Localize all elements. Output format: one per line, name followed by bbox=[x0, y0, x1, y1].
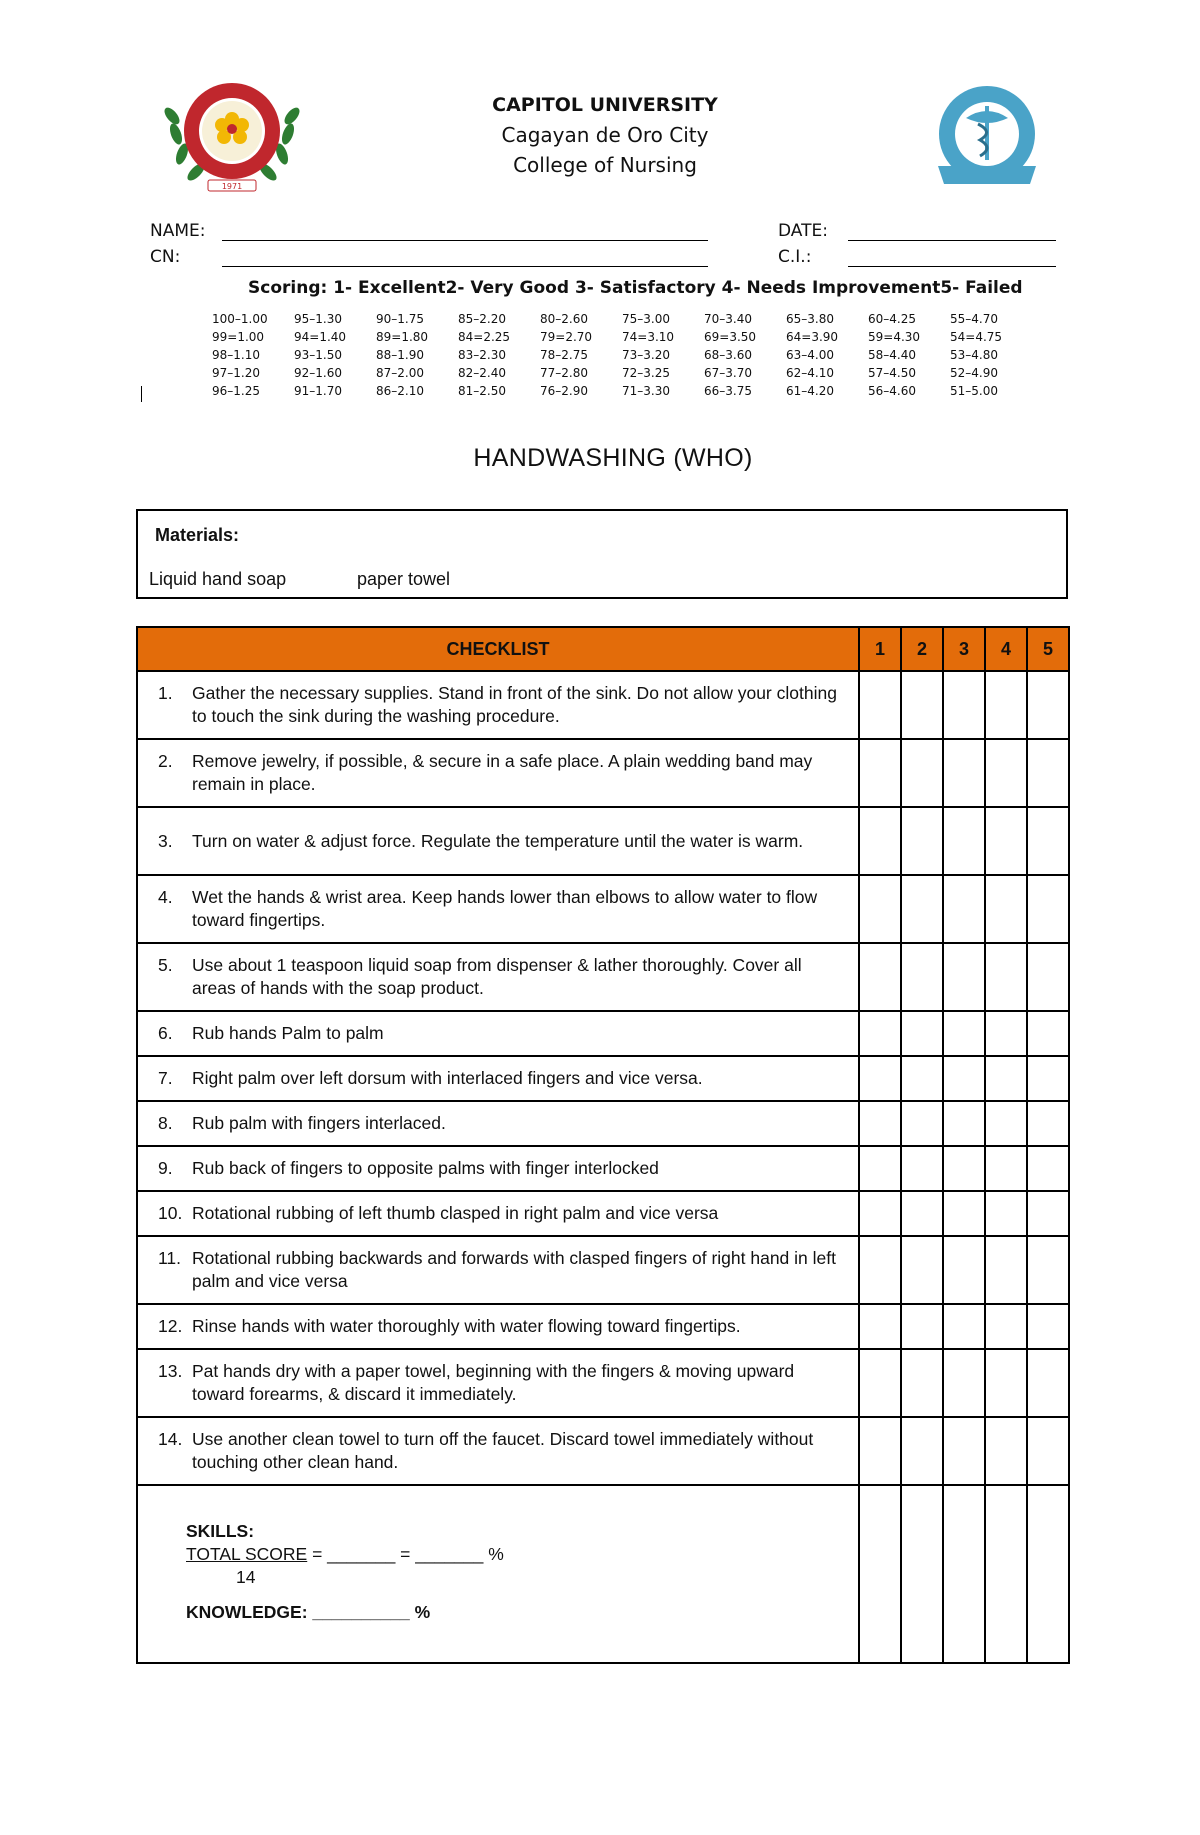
checklist-body bbox=[137, 671, 1069, 1663]
step-cell bbox=[137, 1417, 859, 1485]
step-number: 3. bbox=[158, 830, 173, 851]
score-cell-5[interactable] bbox=[1027, 1011, 1069, 1056]
step-text: Use another clean towel to turn off the faucet. Discard towel immediately without touching other clean hand. bbox=[192, 1429, 814, 1472]
score-cell-3[interactable] bbox=[943, 739, 985, 807]
total-score-label: TOTAL SCORE bbox=[186, 1544, 308, 1564]
score-column-5: 5 bbox=[1027, 627, 1069, 671]
checklist-row bbox=[137, 875, 1069, 943]
scale-cell: 89=1.80 bbox=[376, 330, 429, 344]
score-cell-1[interactable] bbox=[859, 875, 901, 943]
step-text: Wet the hands & wrist area. Keep hands lower than elbows to allow water to flow toward fingertips. bbox=[192, 887, 818, 930]
score-cell-5[interactable] bbox=[1027, 943, 1069, 1011]
step-text: Rub palm with fingers interlaced. bbox=[192, 1113, 446, 1133]
score-cell-5[interactable] bbox=[1027, 807, 1069, 875]
score-cell-1[interactable] bbox=[859, 1417, 901, 1485]
step-number: 12. bbox=[158, 1316, 183, 1336]
score-cell-2[interactable] bbox=[901, 1011, 943, 1056]
step-cell bbox=[137, 1101, 859, 1146]
total-score-blanks[interactable]: = _______ = _______ % bbox=[307, 1544, 504, 1564]
scale-cell: 78–2.75 bbox=[540, 348, 588, 362]
university-name: CAPITOL UNIVERSITY bbox=[492, 94, 718, 116]
scale-cell: 80–2.60 bbox=[540, 312, 588, 326]
step-text: Rinse hands with water thoroughly with water flowing toward fingertips. bbox=[192, 1316, 741, 1336]
score-cell-3[interactable] bbox=[943, 1191, 985, 1236]
step-content bbox=[158, 1247, 846, 1293]
score-cell-3[interactable] bbox=[943, 1056, 985, 1101]
ci-field[interactable] bbox=[848, 266, 1056, 267]
scale-cell: 75–3.00 bbox=[622, 312, 670, 326]
step-cell bbox=[137, 671, 859, 739]
score-cell-2[interactable] bbox=[901, 671, 943, 739]
college-name: College of Nursing bbox=[513, 153, 697, 177]
nursing-seal-logo bbox=[928, 84, 1046, 190]
university-seal-logo bbox=[162, 76, 302, 194]
text-cursor-mark bbox=[141, 386, 142, 402]
score-cell-2[interactable] bbox=[901, 1349, 943, 1417]
score-cell-1[interactable] bbox=[859, 1146, 901, 1191]
step-content bbox=[158, 1067, 846, 1090]
score-cell-4[interactable] bbox=[985, 1146, 1027, 1191]
score-column-3: 3 bbox=[943, 627, 985, 671]
score-cell-3[interactable] bbox=[943, 875, 985, 943]
name-label: NAME: bbox=[150, 221, 206, 241]
score-cell-5[interactable] bbox=[1027, 739, 1069, 807]
checklist-row bbox=[137, 1236, 1069, 1304]
scale-cell: 58–4.40 bbox=[868, 348, 916, 362]
step-content bbox=[158, 1315, 846, 1338]
city-name: Cagayan de Oro City bbox=[501, 123, 709, 147]
step-content bbox=[158, 1428, 846, 1474]
scale-cell: 100–1.00 bbox=[212, 312, 268, 326]
step-content bbox=[158, 1157, 846, 1180]
ci-label: C.I.: bbox=[778, 247, 812, 267]
step-content bbox=[158, 1112, 846, 1135]
step-text: Rub back of fingers to opposite palms with finger interlocked bbox=[192, 1158, 659, 1178]
scale-cell: 96–1.25 bbox=[212, 384, 260, 398]
score-cell-3[interactable] bbox=[943, 943, 985, 1011]
date-field[interactable] bbox=[848, 240, 1056, 241]
scale-cell: 74=3.10 bbox=[622, 330, 675, 344]
score-cell-5[interactable] bbox=[1027, 875, 1069, 943]
score-cell-4[interactable] bbox=[985, 1056, 1027, 1101]
score-column-2: 2 bbox=[901, 627, 943, 671]
score-cell-4[interactable] bbox=[985, 671, 1027, 739]
svg-text:1971: 1971 bbox=[221, 182, 243, 191]
step-text: Gather the necessary supplies. Stand in front of the sink. Do not allow your clothing to touch the sink during the washing procedure. bbox=[192, 683, 837, 726]
step-cell bbox=[137, 1146, 859, 1191]
score-cell-1[interactable] bbox=[859, 1349, 901, 1417]
score-cell-4[interactable] bbox=[985, 1191, 1027, 1236]
step-cell bbox=[137, 1236, 859, 1304]
checklist-row bbox=[137, 1011, 1069, 1056]
step-number: 6. bbox=[158, 1023, 173, 1043]
scale-cell: 81–2.50 bbox=[458, 384, 506, 398]
scale-cell: 99=1.00 bbox=[212, 330, 265, 344]
score-cell-2[interactable] bbox=[901, 807, 943, 875]
scale-cell: 90–1.75 bbox=[376, 312, 424, 326]
score-cell-3[interactable] bbox=[943, 1417, 985, 1485]
score-cell-2[interactable] bbox=[901, 1417, 943, 1485]
score-cell-4[interactable] bbox=[985, 1417, 1027, 1485]
score-cell-4[interactable] bbox=[985, 875, 1027, 943]
step-cell bbox=[137, 1349, 859, 1417]
score-cell-5[interactable] bbox=[1027, 1056, 1069, 1101]
score-cell-2[interactable] bbox=[901, 1191, 943, 1236]
score-cell-1[interactable] bbox=[859, 671, 901, 739]
scale-cell: 64=3.90 bbox=[786, 330, 839, 344]
cn-label: CN: bbox=[150, 247, 181, 267]
score-cell-1[interactable] bbox=[859, 1011, 901, 1056]
scale-cell: 82–2.40 bbox=[458, 366, 506, 380]
checklist-row bbox=[137, 943, 1069, 1011]
total-score-line bbox=[186, 1543, 504, 1566]
step-content bbox=[158, 830, 846, 853]
step-content bbox=[158, 1202, 846, 1225]
step-content bbox=[158, 750, 846, 796]
score-cell-3[interactable] bbox=[943, 1101, 985, 1146]
score-cell-5[interactable] bbox=[1027, 1146, 1069, 1191]
checklist-row bbox=[137, 1191, 1069, 1236]
knowledge-label: KNOWLEDGE: bbox=[186, 1602, 308, 1622]
score-cell-3[interactable] bbox=[943, 1236, 985, 1304]
scale-cell: 76–2.90 bbox=[540, 384, 588, 398]
score-cell-5[interactable] bbox=[1027, 1304, 1069, 1349]
score-cell-1[interactable] bbox=[859, 943, 901, 1011]
scale-cell: 93–1.50 bbox=[294, 348, 342, 362]
score-cell-2[interactable] bbox=[901, 1236, 943, 1304]
checklist-header-row bbox=[137, 627, 1069, 671]
name-field[interactable] bbox=[222, 240, 708, 241]
scale-cell: 98–1.10 bbox=[212, 348, 260, 362]
score-cell-2[interactable] bbox=[901, 943, 943, 1011]
summary-block bbox=[186, 1520, 504, 1624]
scale-cell: 51–5.00 bbox=[950, 384, 998, 398]
scale-cell: 63–4.00 bbox=[786, 348, 834, 362]
step-number: 4. bbox=[158, 887, 173, 907]
score-cell-4[interactable] bbox=[985, 1101, 1027, 1146]
step-number: 10. bbox=[158, 1203, 183, 1223]
scale-cell: 88–1.90 bbox=[376, 348, 424, 362]
score-cell-3[interactable] bbox=[943, 807, 985, 875]
summary-score-cell-1 bbox=[859, 1485, 901, 1663]
scale-cell: 65–3.80 bbox=[786, 312, 834, 326]
step-text: Rotational rubbing of left thumb clasped in right palm and vice versa bbox=[192, 1203, 719, 1223]
score-cell-3[interactable] bbox=[943, 1349, 985, 1417]
score-cell-4[interactable] bbox=[985, 1011, 1027, 1056]
checklist-row bbox=[137, 1101, 1069, 1146]
scale-cell: 85–2.20 bbox=[458, 312, 506, 326]
step-content bbox=[158, 1360, 846, 1406]
score-cell-5[interactable] bbox=[1027, 1191, 1069, 1236]
step-number: 9. bbox=[158, 1158, 173, 1178]
checklist-table bbox=[136, 626, 1070, 1664]
step-number: 2. bbox=[158, 751, 173, 771]
score-cell-1[interactable] bbox=[859, 1236, 901, 1304]
summary-score-cell-4 bbox=[985, 1485, 1027, 1663]
score-cell-4[interactable] bbox=[985, 1349, 1027, 1417]
scale-cell: 62–4.10 bbox=[786, 366, 834, 380]
score-cell-3[interactable] bbox=[943, 1011, 985, 1056]
score-cell-4[interactable] bbox=[985, 1304, 1027, 1349]
step-text: Pat hands dry with a paper towel, beginning with the fingers & moving upward toward forearms, & discard it immediately. bbox=[192, 1361, 795, 1404]
scale-cell: 71–3.30 bbox=[622, 384, 670, 398]
step-cell bbox=[137, 1304, 859, 1349]
scale-cell: 79=2.70 bbox=[540, 330, 593, 344]
score-cell-1[interactable] bbox=[859, 1304, 901, 1349]
step-cell bbox=[137, 943, 859, 1011]
procedure-title: HANDWASHING (WHO) bbox=[473, 444, 753, 472]
step-content bbox=[158, 682, 846, 728]
material-item: paper towel bbox=[357, 569, 451, 589]
checklist-row bbox=[137, 1304, 1069, 1349]
scale-cell: 52–4.90 bbox=[950, 366, 998, 380]
scale-cell: 86–2.10 bbox=[376, 384, 424, 398]
summary-score-cell-2 bbox=[901, 1485, 943, 1663]
score-column-1: 1 bbox=[859, 627, 901, 671]
scale-cell: 56–4.60 bbox=[868, 384, 916, 398]
score-cell-4[interactable] bbox=[985, 943, 1027, 1011]
score-cell-5[interactable] bbox=[1027, 1236, 1069, 1304]
checklist-row bbox=[137, 1056, 1069, 1101]
step-number: 8. bbox=[158, 1113, 173, 1133]
step-text: Remove jewelry, if possible, & secure in a safe place. A plain wedding band may remain in place. bbox=[192, 751, 813, 794]
grade-conversion-scale bbox=[212, 310, 1003, 400]
step-text: Right palm over left dorsum with interlaced fingers and vice versa. bbox=[192, 1068, 703, 1088]
step-number: 5. bbox=[158, 955, 173, 975]
scale-cell: 91–1.70 bbox=[294, 384, 342, 398]
date-label: DATE: bbox=[778, 221, 828, 241]
score-cell-3[interactable] bbox=[943, 1304, 985, 1349]
checklist-row bbox=[137, 1349, 1069, 1417]
score-cell-2[interactable] bbox=[901, 1146, 943, 1191]
scoring-legend: Scoring: 1- Excellent2- Very Good 3- Satisfactory 4- Needs Improvement5- Failed bbox=[248, 278, 1023, 298]
checklist-row bbox=[137, 807, 1069, 875]
step-cell bbox=[137, 1191, 859, 1236]
score-cell-4[interactable] bbox=[985, 739, 1027, 807]
knowledge-blank[interactable]: __________ % bbox=[307, 1602, 431, 1622]
score-cell-3[interactable] bbox=[943, 1146, 985, 1191]
score-cell-1[interactable] bbox=[859, 1101, 901, 1146]
step-text: Use about 1 teaspoon liquid soap from dispenser & lather thoroughly. Cover all areas of hands with the soap product. bbox=[192, 955, 802, 998]
checklist-row bbox=[137, 1146, 1069, 1191]
cn-field[interactable] bbox=[222, 266, 708, 267]
step-text: Rub hands Palm to palm bbox=[192, 1023, 384, 1043]
step-cell bbox=[137, 739, 859, 807]
score-cell-4[interactable] bbox=[985, 807, 1027, 875]
step-content bbox=[158, 886, 846, 932]
score-cell-2[interactable] bbox=[901, 1101, 943, 1146]
scale-cell: 84=2.25 bbox=[458, 330, 511, 344]
score-cell-5[interactable] bbox=[1027, 671, 1069, 739]
score-denominator: 14 bbox=[236, 1567, 256, 1587]
score-cell-5[interactable] bbox=[1027, 1349, 1069, 1417]
materials-heading: Materials: bbox=[155, 525, 240, 545]
step-number: 7. bbox=[158, 1068, 173, 1088]
step-cell bbox=[137, 1011, 859, 1056]
score-cell-1[interactable] bbox=[859, 807, 901, 875]
step-number: 11. bbox=[158, 1248, 182, 1268]
step-number: 1. bbox=[158, 683, 173, 703]
summary-score-cell-3 bbox=[943, 1485, 985, 1663]
scale-cell: 60–4.25 bbox=[868, 312, 916, 326]
scale-cell: 54=4.75 bbox=[950, 330, 1003, 344]
checklist-row bbox=[137, 1417, 1069, 1485]
score-cell-2[interactable] bbox=[901, 1304, 943, 1349]
score-cell-1[interactable] bbox=[859, 1056, 901, 1101]
score-cell-5[interactable] bbox=[1027, 1101, 1069, 1146]
step-text: Rotational rubbing backwards and forwards with clasped fingers of right hand in left palm and vice versa bbox=[192, 1248, 836, 1291]
scale-cell: 72–3.25 bbox=[622, 366, 670, 380]
checklist-row bbox=[137, 671, 1069, 739]
material-item: Liquid hand soap bbox=[149, 569, 287, 589]
scale-cell: 77–2.80 bbox=[540, 366, 588, 380]
step-cell bbox=[137, 807, 859, 875]
summary-row bbox=[137, 1485, 1069, 1663]
scale-cell: 73–3.20 bbox=[622, 348, 670, 362]
score-cell-3[interactable] bbox=[943, 671, 985, 739]
scale-cell: 94=1.40 bbox=[294, 330, 347, 344]
checklist-row bbox=[137, 739, 1069, 807]
materials-box bbox=[136, 509, 1068, 599]
score-cell-1[interactable] bbox=[859, 739, 901, 807]
scale-cell: 87–2.00 bbox=[376, 366, 424, 380]
institution-header bbox=[400, 90, 810, 180]
score-cell-2[interactable] bbox=[901, 1056, 943, 1101]
step-cell bbox=[137, 1056, 859, 1101]
skills-label: SKILLS: bbox=[186, 1521, 255, 1541]
score-cell-5[interactable] bbox=[1027, 1417, 1069, 1485]
scale-cell: 55–4.70 bbox=[950, 312, 998, 326]
step-number: 13. bbox=[158, 1361, 183, 1381]
scale-cell: 92–1.60 bbox=[294, 366, 342, 380]
scale-cell: 67–3.70 bbox=[704, 366, 752, 380]
score-cell-2[interactable] bbox=[901, 739, 943, 807]
scale-cell: 97–1.20 bbox=[212, 366, 260, 380]
step-content bbox=[158, 954, 846, 1000]
scale-cell: 61–4.20 bbox=[786, 384, 834, 398]
summary-score-cell-5 bbox=[1027, 1485, 1069, 1663]
scale-cell: 57–4.50 bbox=[868, 366, 916, 380]
step-number: 14. bbox=[158, 1429, 183, 1449]
scale-cell: 66–3.75 bbox=[704, 384, 752, 398]
scale-cell: 95–1.30 bbox=[294, 312, 342, 326]
score-cell-4[interactable] bbox=[985, 1236, 1027, 1304]
step-cell bbox=[137, 875, 859, 943]
scale-cell: 59=4.30 bbox=[868, 330, 921, 344]
scale-cell: 70–3.40 bbox=[704, 312, 752, 326]
scale-cell: 83–2.30 bbox=[458, 348, 506, 362]
scale-cell: 53–4.80 bbox=[950, 348, 998, 362]
score-column-4: 4 bbox=[985, 627, 1027, 671]
score-cell-2[interactable] bbox=[901, 875, 943, 943]
step-content bbox=[158, 1022, 846, 1045]
knowledge-line bbox=[186, 1601, 504, 1624]
summary-cell bbox=[137, 1485, 859, 1663]
scale-cell: 69=3.50 bbox=[704, 330, 757, 344]
checklist-header: CHECKLIST bbox=[137, 627, 859, 671]
scale-cell: 68–3.60 bbox=[704, 348, 752, 362]
step-text: Turn on water & adjust force. Regulate the temperature until the water is warm. bbox=[192, 830, 804, 851]
score-cell-1[interactable] bbox=[859, 1191, 901, 1236]
